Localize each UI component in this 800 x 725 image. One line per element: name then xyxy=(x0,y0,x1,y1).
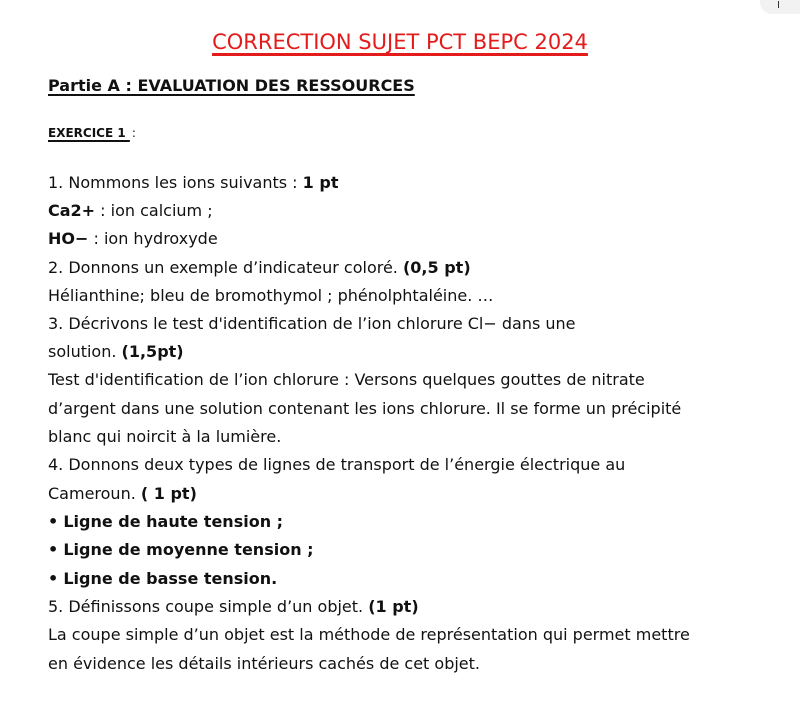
question-3: 3. Décrivons le test d'identification de l’ion chlorure Cl− dans une xyxy=(48,314,576,333)
section-heading: Partie A : EVALUATION DES RESSOURCES xyxy=(48,76,415,95)
answer-2: Hélianthine; bleu de bromothymol ; phénolphtaléine. … xyxy=(48,286,494,305)
answer-1a xyxy=(48,201,213,221)
question-text: solution. xyxy=(48,342,122,361)
list-item-text: Ligne de moyenne tension ; xyxy=(63,540,314,559)
ion-formula: Ca2+ xyxy=(48,201,96,220)
tick-icon xyxy=(778,1,779,8)
question-text: 1. Nommons les ions suivants : xyxy=(48,173,303,192)
answer-5b: en évidence les détails intérieurs cachés de cet objet. xyxy=(48,654,480,673)
question-text: Cameroun. xyxy=(48,484,141,503)
exercise-colon: : xyxy=(131,126,136,140)
points: ( 1 pt) xyxy=(140,484,197,503)
title-text: CORRECTION SUJET PCT BEPC 2024 xyxy=(212,30,588,54)
list-item xyxy=(48,569,277,589)
scroll-corner-widget[interactable] xyxy=(760,0,800,14)
question-text: 5. Définissons coupe simple d’un objet. xyxy=(48,597,369,616)
answer-1b xyxy=(48,229,218,249)
question-3-cont xyxy=(48,342,184,362)
answer-3a: Test d'identification de l’ion chlorure : Versons quelques gouttes de nitrate xyxy=(48,370,645,389)
bullet-icon: • xyxy=(48,540,59,559)
answer-5a: La coupe simple d’un objet est la méthode de représentation qui permet mettre xyxy=(48,625,690,644)
points: 1 pt xyxy=(302,173,339,192)
exercise-label: EXERCICE 1 xyxy=(48,126,130,140)
question-4-cont xyxy=(48,484,197,504)
list-item-text: Ligne de basse tension. xyxy=(63,569,278,588)
answer-3b: d’argent dans une solution contenant les ions chlorure. Il se forme un précipité xyxy=(48,399,682,418)
answer-3c: blanc qui noircit à la lumière. xyxy=(48,427,282,446)
question-5 xyxy=(48,597,419,617)
question-text: 2. Donnons un exemple d’indicateur coloré. xyxy=(48,258,403,277)
bullet-icon: • xyxy=(48,512,59,531)
points: (0,5 pt) xyxy=(402,258,471,277)
page-title xyxy=(0,30,800,54)
question-2 xyxy=(48,258,471,278)
answer-text: : ion hydroxyde xyxy=(88,229,218,248)
list-item-text: Ligne de haute tension ; xyxy=(63,512,284,531)
ion-formula: HO− xyxy=(48,229,89,248)
question-4: 4. Donnons deux types de lignes de transport de l’énergie électrique au xyxy=(48,455,626,474)
question-1 xyxy=(48,173,338,193)
exercise-heading xyxy=(48,126,136,140)
list-item xyxy=(48,512,283,532)
answer-text: : ion calcium ; xyxy=(95,201,213,220)
points: (1 pt) xyxy=(368,597,419,616)
points: (1,5pt) xyxy=(121,342,184,361)
list-item xyxy=(48,540,314,560)
bullet-icon: • xyxy=(48,569,59,588)
